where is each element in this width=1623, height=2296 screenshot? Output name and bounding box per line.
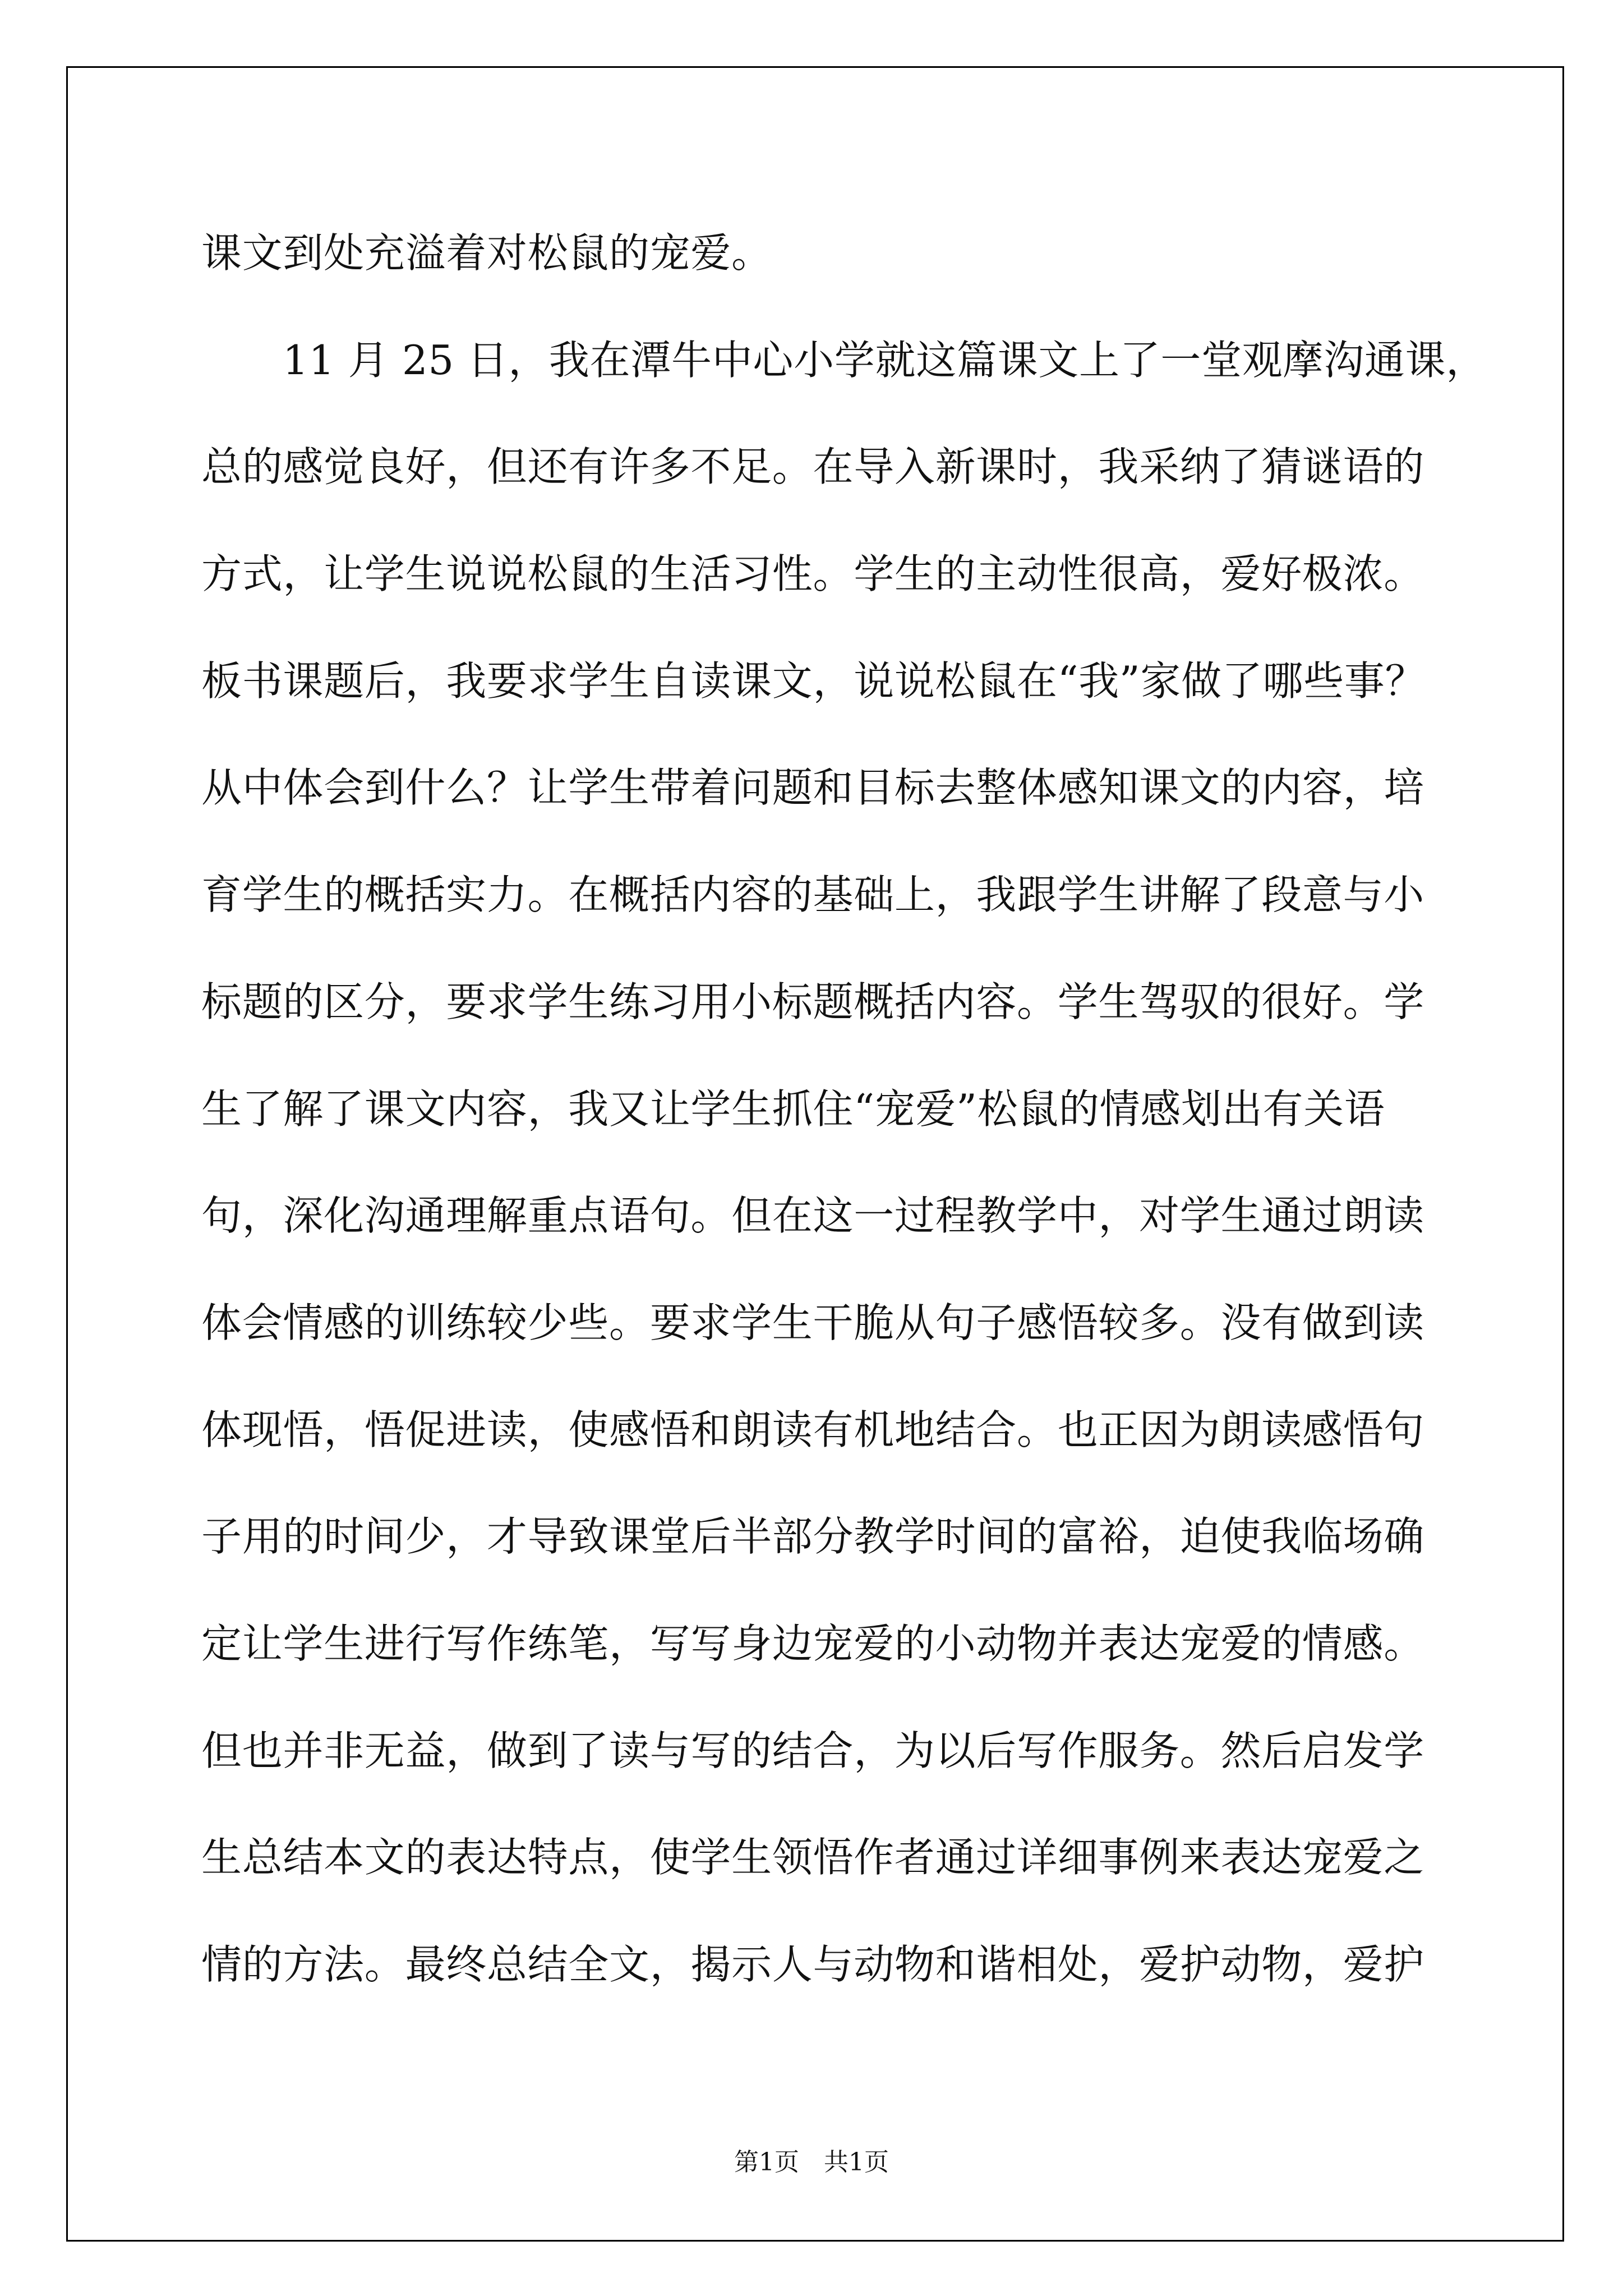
- text-line: 句，深化沟通理解重点语句。但在这一过程教学中，对学生通过朗读: [201, 1192, 1425, 1240]
- text-line: 板书课题后，我要求学生自读课文，说说松鼠在“我”家做了哪些事？: [201, 657, 1426, 705]
- text-line: 体现悟，悟促进读，使感悟和朗读有机地结合。也正因为朗读感悟句: [201, 1406, 1425, 1453]
- text-line: 定让学生进行写作练笔，写写身边宠爱的小动物并表达宠爱的情感。: [201, 1619, 1425, 1667]
- text-line: 总的感觉良好，但还有许多不足。在导入新课时，我采纳了猜谜语的: [201, 443, 1425, 491]
- page-footer: [0, 2143, 1623, 2182]
- text-line: 生总结本文的表达特点，使学生领悟作者通过详细事例来表达宠爱之: [201, 1834, 1425, 1881]
- paragraph: [201, 200, 1536, 307]
- page-number-label: 第1页 共1页: [734, 2148, 889, 2177]
- text-line: 课文到处充溢着对松鼠的宠爱。: [201, 229, 772, 277]
- text-line: 11 月 25 日，我在潭牛中心小学就这篇课文上了一堂观摩沟通课，: [283, 336, 1487, 384]
- text-line: 子用的时间少，才导致课堂后半部分教学时间的富裕，迫使我临场确: [201, 1513, 1425, 1561]
- text-line: 但也并非无益，做到了读与写的结合，为以后写作服务。然后启发学: [201, 1727, 1425, 1774]
- text-line: 生了解了课文内容，我又让学生抓住“宠爱”松鼠的情感划出有关语: [201, 1085, 1385, 1133]
- text-line: 从中体会到什么？让学生带着问题和目标去整体感知课文的内容，培: [201, 764, 1425, 812]
- text-line: 情的方法。最终总结全文，揭示人与动物和谐相处，爱护动物，爱护: [201, 1941, 1425, 1988]
- paragraph: [201, 307, 1536, 2018]
- text-line: 体会情感的训练较少些。要求学生干脆从句子感悟较多。没有做到读: [201, 1299, 1425, 1346]
- text-line: 方式，让学生说说松鼠的生活习性。学生的主动性很高，爱好极浓。: [201, 550, 1425, 598]
- document-body: [201, 200, 1536, 2018]
- text-line: 育学生的概括实力。在概括内容的基础上，我跟学生讲解了段意与小: [201, 871, 1425, 919]
- text-line: 标题的区分，要求学生练习用小标题概括内容。学生驾驭的很好。学: [201, 978, 1425, 1025]
